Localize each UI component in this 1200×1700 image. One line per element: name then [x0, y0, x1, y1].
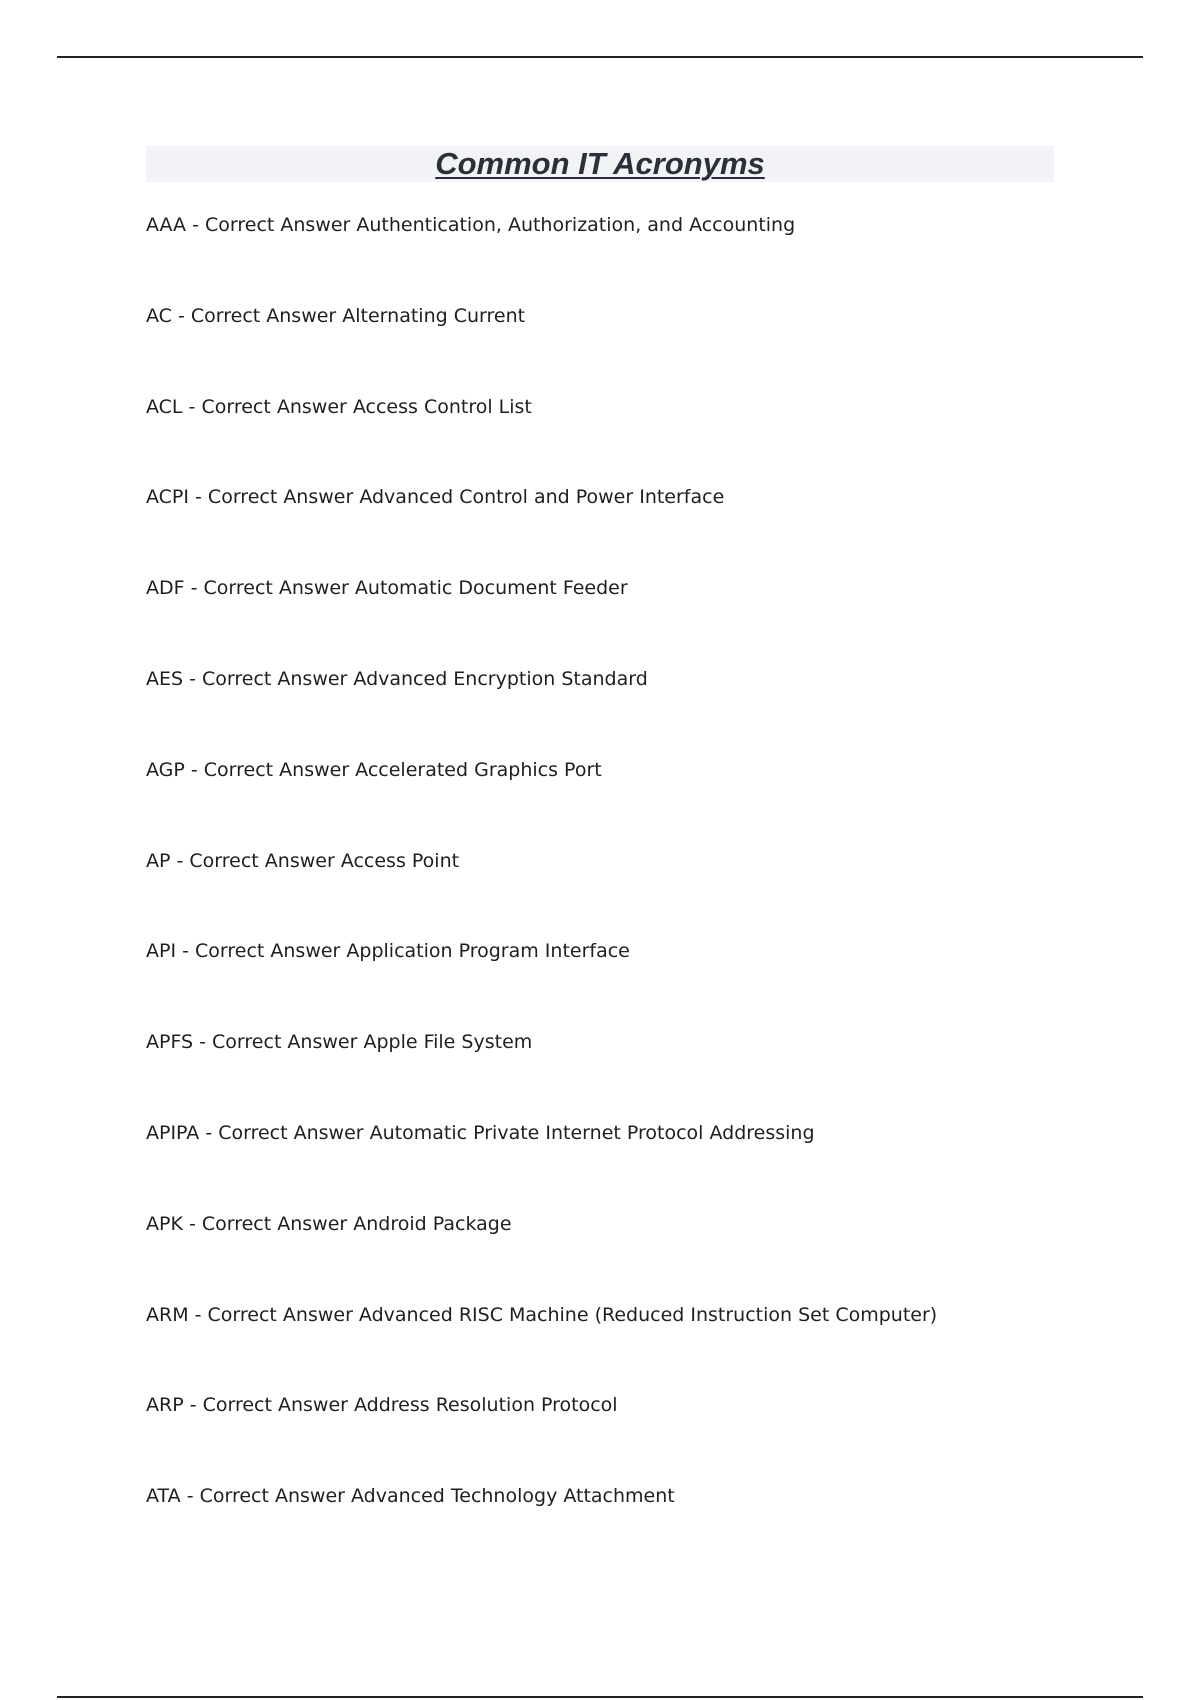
acronym-entry: AC - Correct Answer Alternating Current: [146, 304, 526, 327]
header-divider: [57, 56, 1143, 58]
acronym-entry: API - Correct Answer Application Program Interface: [146, 940, 630, 963]
acronym-entry: ATA - Correct Answer Advanced Technology Attachment: [146, 1485, 675, 1508]
acronym-entry: ADF - Correct Answer Automatic Document Feeder: [146, 577, 628, 600]
acronym-entry: APIPA - Correct Answer Automatic Private Internet Protocol Addressing: [146, 1121, 815, 1144]
acronym-entry: AES - Correct Answer Advanced Encryption Standard: [146, 667, 648, 690]
acronym-entry: ACL - Correct Answer Access Control List: [146, 395, 532, 418]
acronym-entry: ARM - Correct Answer Advanced RISC Machine (Reduced Instruction Set Computer): [146, 1303, 938, 1326]
page-title: Common IT Acronyms: [435, 146, 765, 181]
acronym-entry: ACPI - Correct Answer Advanced Control and Power Interface: [146, 486, 725, 509]
acronym-entry: APK - Correct Answer Android Package: [146, 1212, 512, 1235]
title-banner: [146, 146, 1054, 182]
acronym-list: [146, 211, 1106, 1573]
acronym-entry: AAA - Correct Answer Authentication, Authorization, and Accounting: [146, 214, 796, 236]
acronym-entry: APFS - Correct Answer Apple File System: [146, 1031, 533, 1054]
acronym-entry: AP - Correct Answer Access Point: [146, 849, 460, 872]
footer-divider: [57, 1696, 1143, 1698]
acronym-entry: AGP - Correct Answer Accelerated Graphics Port: [146, 758, 602, 781]
acronym-entry: ARP - Correct Answer Address Resolution Protocol: [146, 1394, 618, 1417]
